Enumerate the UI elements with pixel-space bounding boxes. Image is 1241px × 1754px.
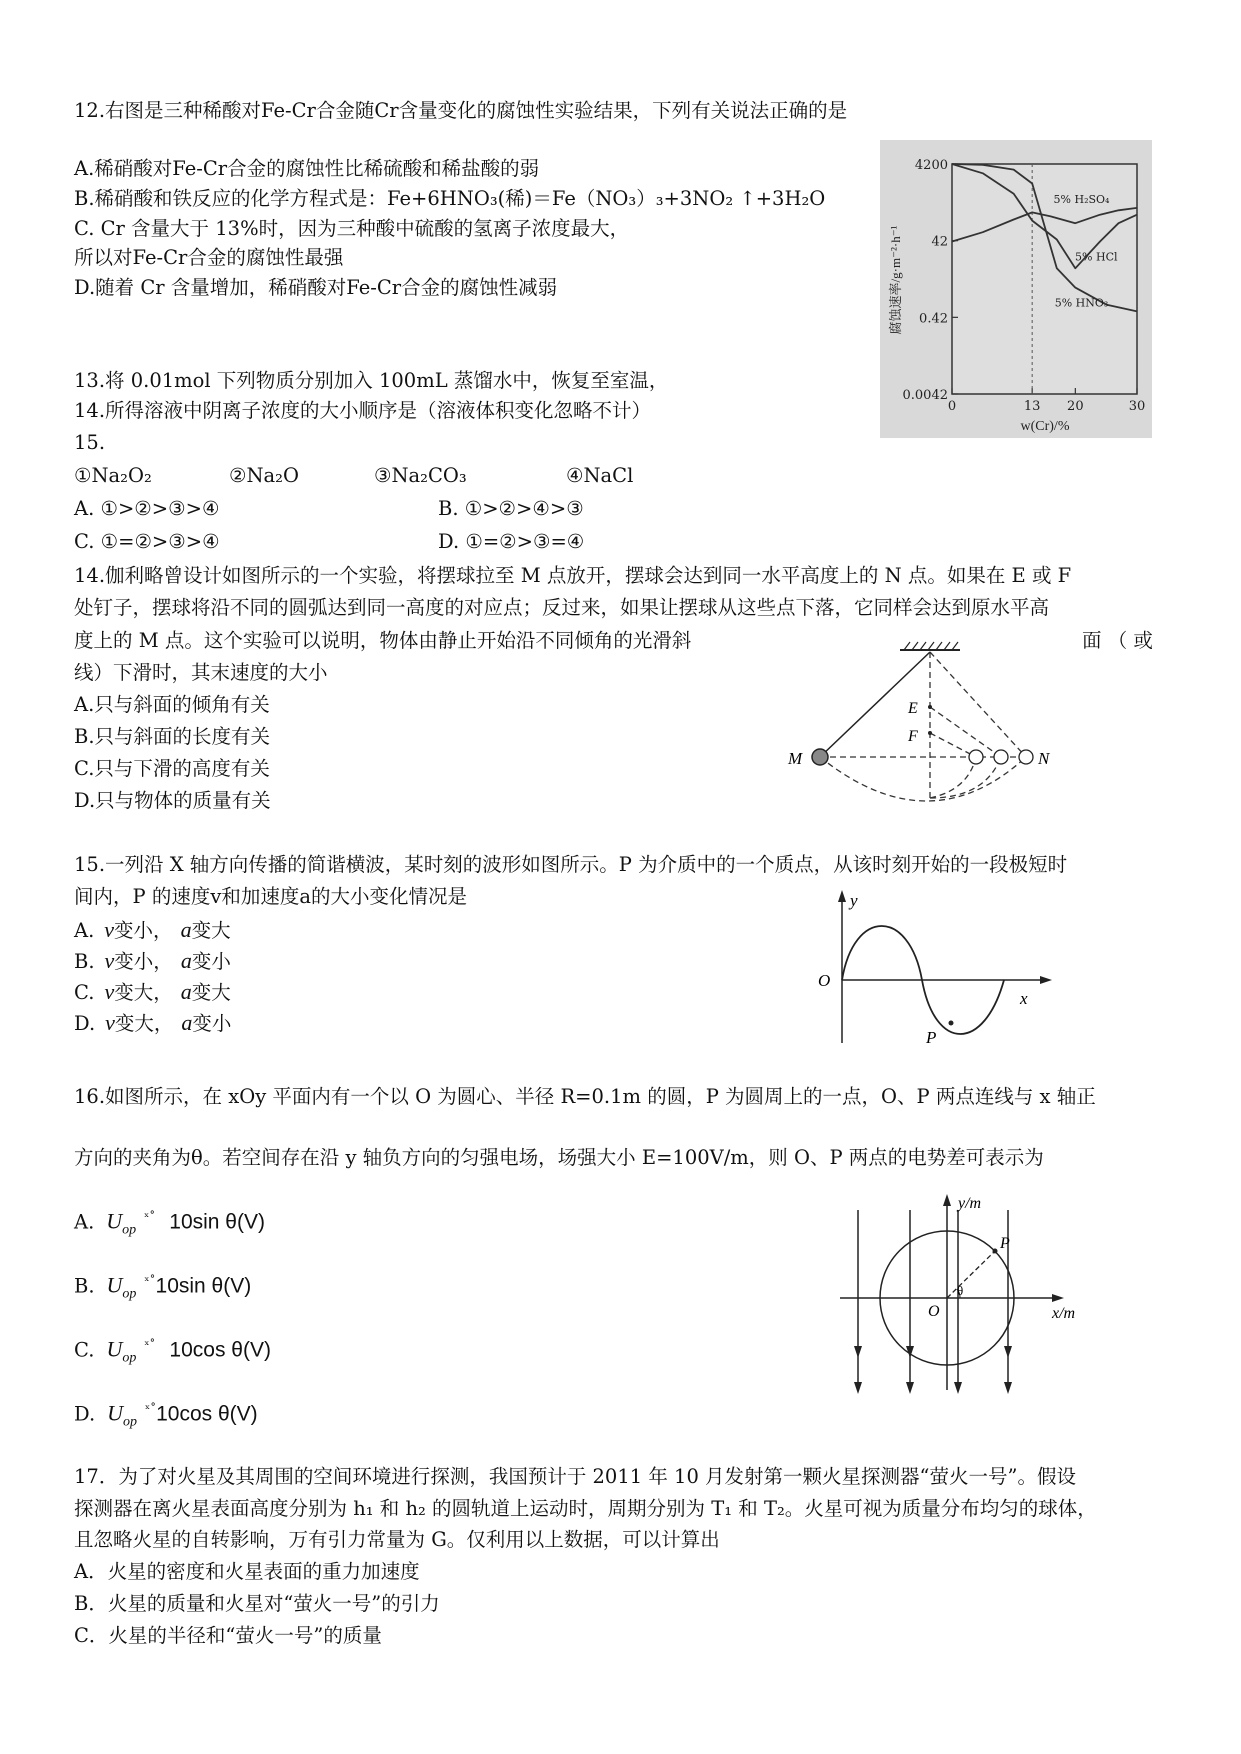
option-letter: D. bbox=[74, 1012, 96, 1035]
var-a: a bbox=[180, 979, 192, 1004]
label-p: P bbox=[926, 1028, 937, 1047]
q14-line4: 线）下滑时，其末速度的大小 bbox=[74, 661, 328, 684]
q15-line2: 间内，P 的速度v和加速度a的大小变化情况是 bbox=[74, 885, 467, 908]
q12-option-b: B.稀硝酸和铁反应的化学方程式是：Fe+6HNO₃(稀)＝Fe（NO₃）₃+3NO₂ ↑+3H₂O bbox=[74, 187, 826, 210]
option-expr: 10cos θ(V) bbox=[169, 1338, 271, 1362]
option-text-1: 变大， bbox=[114, 1012, 174, 1035]
option-letter: D. bbox=[74, 1402, 96, 1426]
q14-option-a: A.只与斜面的倾角有关 bbox=[74, 693, 270, 716]
option-text-1: 变小， bbox=[114, 919, 173, 942]
q13-item-1: ①Na₂O₂ bbox=[74, 464, 152, 487]
q17-line1: 17．为了对火星及其周围的空间环境进行探测，我国预计于 2011 年 10 月发射第一颗火星探测器“萤火一号”。假设 bbox=[74, 1465, 1076, 1488]
chart-y-tick-label: 4200 bbox=[914, 158, 948, 173]
subscript-op: op bbox=[122, 1350, 137, 1366]
chart-y-axis-label: 腐蚀速率/g·m⁻²·h⁻¹ bbox=[888, 225, 903, 335]
chart-series-label: 5% H₂SO₄ bbox=[1053, 193, 1110, 207]
chart-y-tick-label: 42 bbox=[931, 234, 948, 250]
q16-option-c bbox=[74, 1330, 271, 1373]
option-text-2: 变大 bbox=[191, 981, 231, 1004]
garbled-symbol: ˣ˚ bbox=[144, 1274, 156, 1288]
label-y: y bbox=[850, 891, 858, 910]
option-expr: 10cos θ(V) bbox=[156, 1402, 258, 1426]
label-p: P bbox=[1000, 1235, 1010, 1252]
var-v: v bbox=[104, 948, 115, 973]
field-figure bbox=[830, 1190, 1100, 1400]
option-letter: C. bbox=[74, 981, 95, 1004]
label-m: M bbox=[788, 749, 803, 768]
garbled-symbol: ˣ˚ bbox=[144, 1338, 156, 1352]
q15-option-b bbox=[74, 946, 231, 977]
option-text-1: 变小， bbox=[114, 950, 173, 973]
chart-x-axis-label: w(Cr)/% bbox=[1020, 419, 1070, 434]
chart-x-tick-label: 20 bbox=[1067, 399, 1084, 414]
q14-option-b: B.只与斜面的长度有关 bbox=[74, 725, 271, 748]
q13-item-3: ③Na₂CO₃ bbox=[374, 464, 467, 487]
wave-figure bbox=[814, 888, 1054, 1048]
q12-option-d: D.随着 Cr 含量增加，稀硝酸对Fe-Cr合金的腐蚀性减弱 bbox=[74, 276, 558, 299]
q17-line2: 探测器在离火星表面高度分别为 h₁ 和 h₂ 的圆轨道上运动时，周期分别为 T₁ 和 T₂。火星可视为质量分布均匀的球体， bbox=[74, 1497, 1097, 1520]
option-letter: B. bbox=[74, 1274, 95, 1298]
var-a: a bbox=[180, 948, 192, 973]
chart-y-tick-label: 0.42 bbox=[919, 311, 948, 327]
q17-line3: 且忽略火星的自转影响，万有引力常量为 G。仅利用以上数据，可以计算出 bbox=[74, 1528, 720, 1551]
q13-line3: 15. bbox=[74, 431, 106, 454]
var-u: U bbox=[106, 1208, 123, 1234]
pendulum-figure bbox=[780, 640, 1070, 810]
option-letter: A. bbox=[74, 1210, 95, 1234]
q12-option-c-line2: 所以对Fe-Cr合金的腐蚀性最强 bbox=[74, 246, 344, 269]
label-x-axis: x/m bbox=[1052, 1305, 1076, 1322]
q17-option-c: C．火星的半径和“萤火一号”的质量 bbox=[74, 1624, 382, 1647]
q13-option-c: C. ①=②>③>④ bbox=[74, 530, 220, 553]
option-text-2: 变大 bbox=[191, 919, 231, 942]
label-e: E bbox=[908, 700, 918, 717]
q14-option-c: C.只与下滑的高度有关 bbox=[74, 757, 270, 780]
q14-line1: 14.伽利略曾设计如图所示的一个实验，将摆球拉至 M 点放开，摆球会达到同一水平高度上的 N 点。如果在 E 或 F bbox=[74, 564, 1072, 587]
q16-option-b bbox=[74, 1266, 251, 1309]
var-u: U bbox=[107, 1400, 124, 1426]
q14-line2: 处钉子，摆球将沿不同的圆弧达到同一高度的对应点；反过来，如果让摆球从这些点下落，它同样会达到原水平高 bbox=[74, 596, 1050, 619]
label-n: N bbox=[1038, 749, 1050, 768]
chart-y-tick-label: 0.0042 bbox=[902, 388, 948, 403]
garbled-symbol: ˣ˚ bbox=[145, 1402, 157, 1416]
option-text-1: 变大， bbox=[114, 981, 173, 1004]
q15-option-c bbox=[74, 977, 231, 1008]
q13-line2: 14.所得溶液中阴离子浓度的大小顺序是（溶液体积变化忽略不计） bbox=[74, 399, 652, 422]
q12-stem: 12.右图是三种稀酸对Fe-Cr合金随Cr含量变化的腐蚀性实验结果，下列有关说法正确的是 bbox=[74, 99, 848, 122]
q13-option-b: B. ①>②>④>③ bbox=[438, 497, 584, 520]
q13-item-2: ②Na₂O bbox=[229, 464, 299, 487]
q14-line3b: 面 （ 或 bbox=[1082, 629, 1153, 652]
q16-line2: 方向的夹角为θ。若空间存在沿 y 轴负方向的匀强电场，场强大小 E=100V/m，则 O、P 两点的电势差可表示为 bbox=[74, 1146, 1044, 1169]
q16-line1: 16.如图所示，在 xOy 平面内有一个以 O 为圆心、半径 R=0.1m 的圆，P 为圆周上的一点，O、P 两点连线与 x 轴正 bbox=[74, 1085, 1096, 1108]
label-theta: θ bbox=[957, 1283, 964, 1298]
label-origin: O bbox=[928, 1303, 940, 1320]
q17-option-a: A．火星的密度和火星表面的重力加速度 bbox=[74, 1560, 420, 1583]
q14-option-d: D.只与物体的质量有关 bbox=[74, 789, 271, 812]
option-expr: 10sin θ(V) bbox=[169, 1210, 265, 1234]
q16-option-a bbox=[74, 1202, 265, 1245]
q14-line3a: 度上的 M 点。这个实验可以说明，物体由静止开始沿不同倾角的光滑斜 bbox=[74, 629, 692, 652]
subscript-op: op bbox=[123, 1414, 138, 1430]
subscript-op: op bbox=[122, 1222, 137, 1238]
q12-option-a: A.稀硝酸对Fe-Cr合金的腐蚀性比稀硫酸和稀盐酸的弱 bbox=[74, 157, 540, 180]
option-text-2: 变小 bbox=[192, 1012, 232, 1035]
chart-series-label: 5% HCl bbox=[1075, 250, 1118, 264]
chart-x-tick-label: 13 bbox=[1023, 399, 1041, 414]
q15-option-a bbox=[74, 915, 231, 946]
q15-option-d bbox=[74, 1008, 231, 1039]
q15-line1: 15.一列沿 X 轴方向传播的简谐横波，某时刻的波形如图所示。P 为介质中的一个质点，从该时刻开始的一段极短时 bbox=[74, 853, 1068, 876]
q17-option-b: B．火星的质量和火星对“萤火一号”的引力 bbox=[74, 1592, 440, 1615]
garbled-symbol: ˣ˚ bbox=[144, 1210, 156, 1224]
q13-option-d: D. ①=②>③=④ bbox=[438, 530, 585, 553]
q13-line1: 13.将 0.01mol 下列物质分别加入 100mL 蒸馏水中，恢复至室温， bbox=[74, 369, 669, 392]
option-text-2: 变小 bbox=[191, 950, 231, 973]
label-y-axis: y/m bbox=[958, 1195, 982, 1212]
var-a: a bbox=[180, 917, 192, 942]
option-letter: C. bbox=[74, 1338, 95, 1362]
var-v: v bbox=[105, 1010, 115, 1035]
var-a: a bbox=[181, 1010, 193, 1035]
option-letter: B. bbox=[74, 950, 95, 973]
corrosion-chart bbox=[880, 140, 1152, 438]
label-o: O bbox=[818, 971, 831, 990]
q12-option-c-line1: C. Cr 含量大于 13%时，因为三种酸中硫酸的氢离子浓度最大， bbox=[74, 217, 630, 240]
var-u: U bbox=[106, 1336, 123, 1362]
option-expr: 10sin θ(V) bbox=[155, 1274, 252, 1298]
chart-series-label: 5% HNO₃ bbox=[1054, 296, 1109, 310]
option-letter: A. bbox=[74, 919, 95, 942]
label-x: x bbox=[1020, 989, 1028, 1008]
var-v: v bbox=[104, 917, 115, 942]
label-f: F bbox=[908, 728, 918, 745]
chart-x-tick-label: 0 bbox=[947, 399, 957, 414]
chart-x-tick-label: 30 bbox=[1128, 399, 1146, 414]
q13-option-a: A. ①>②>③>④ bbox=[74, 497, 220, 520]
var-u: U bbox=[106, 1272, 123, 1298]
subscript-op: op bbox=[122, 1286, 137, 1302]
var-v: v bbox=[104, 979, 115, 1004]
q16-option-d bbox=[74, 1394, 258, 1437]
q13-item-4: ④NaCl bbox=[566, 464, 634, 487]
